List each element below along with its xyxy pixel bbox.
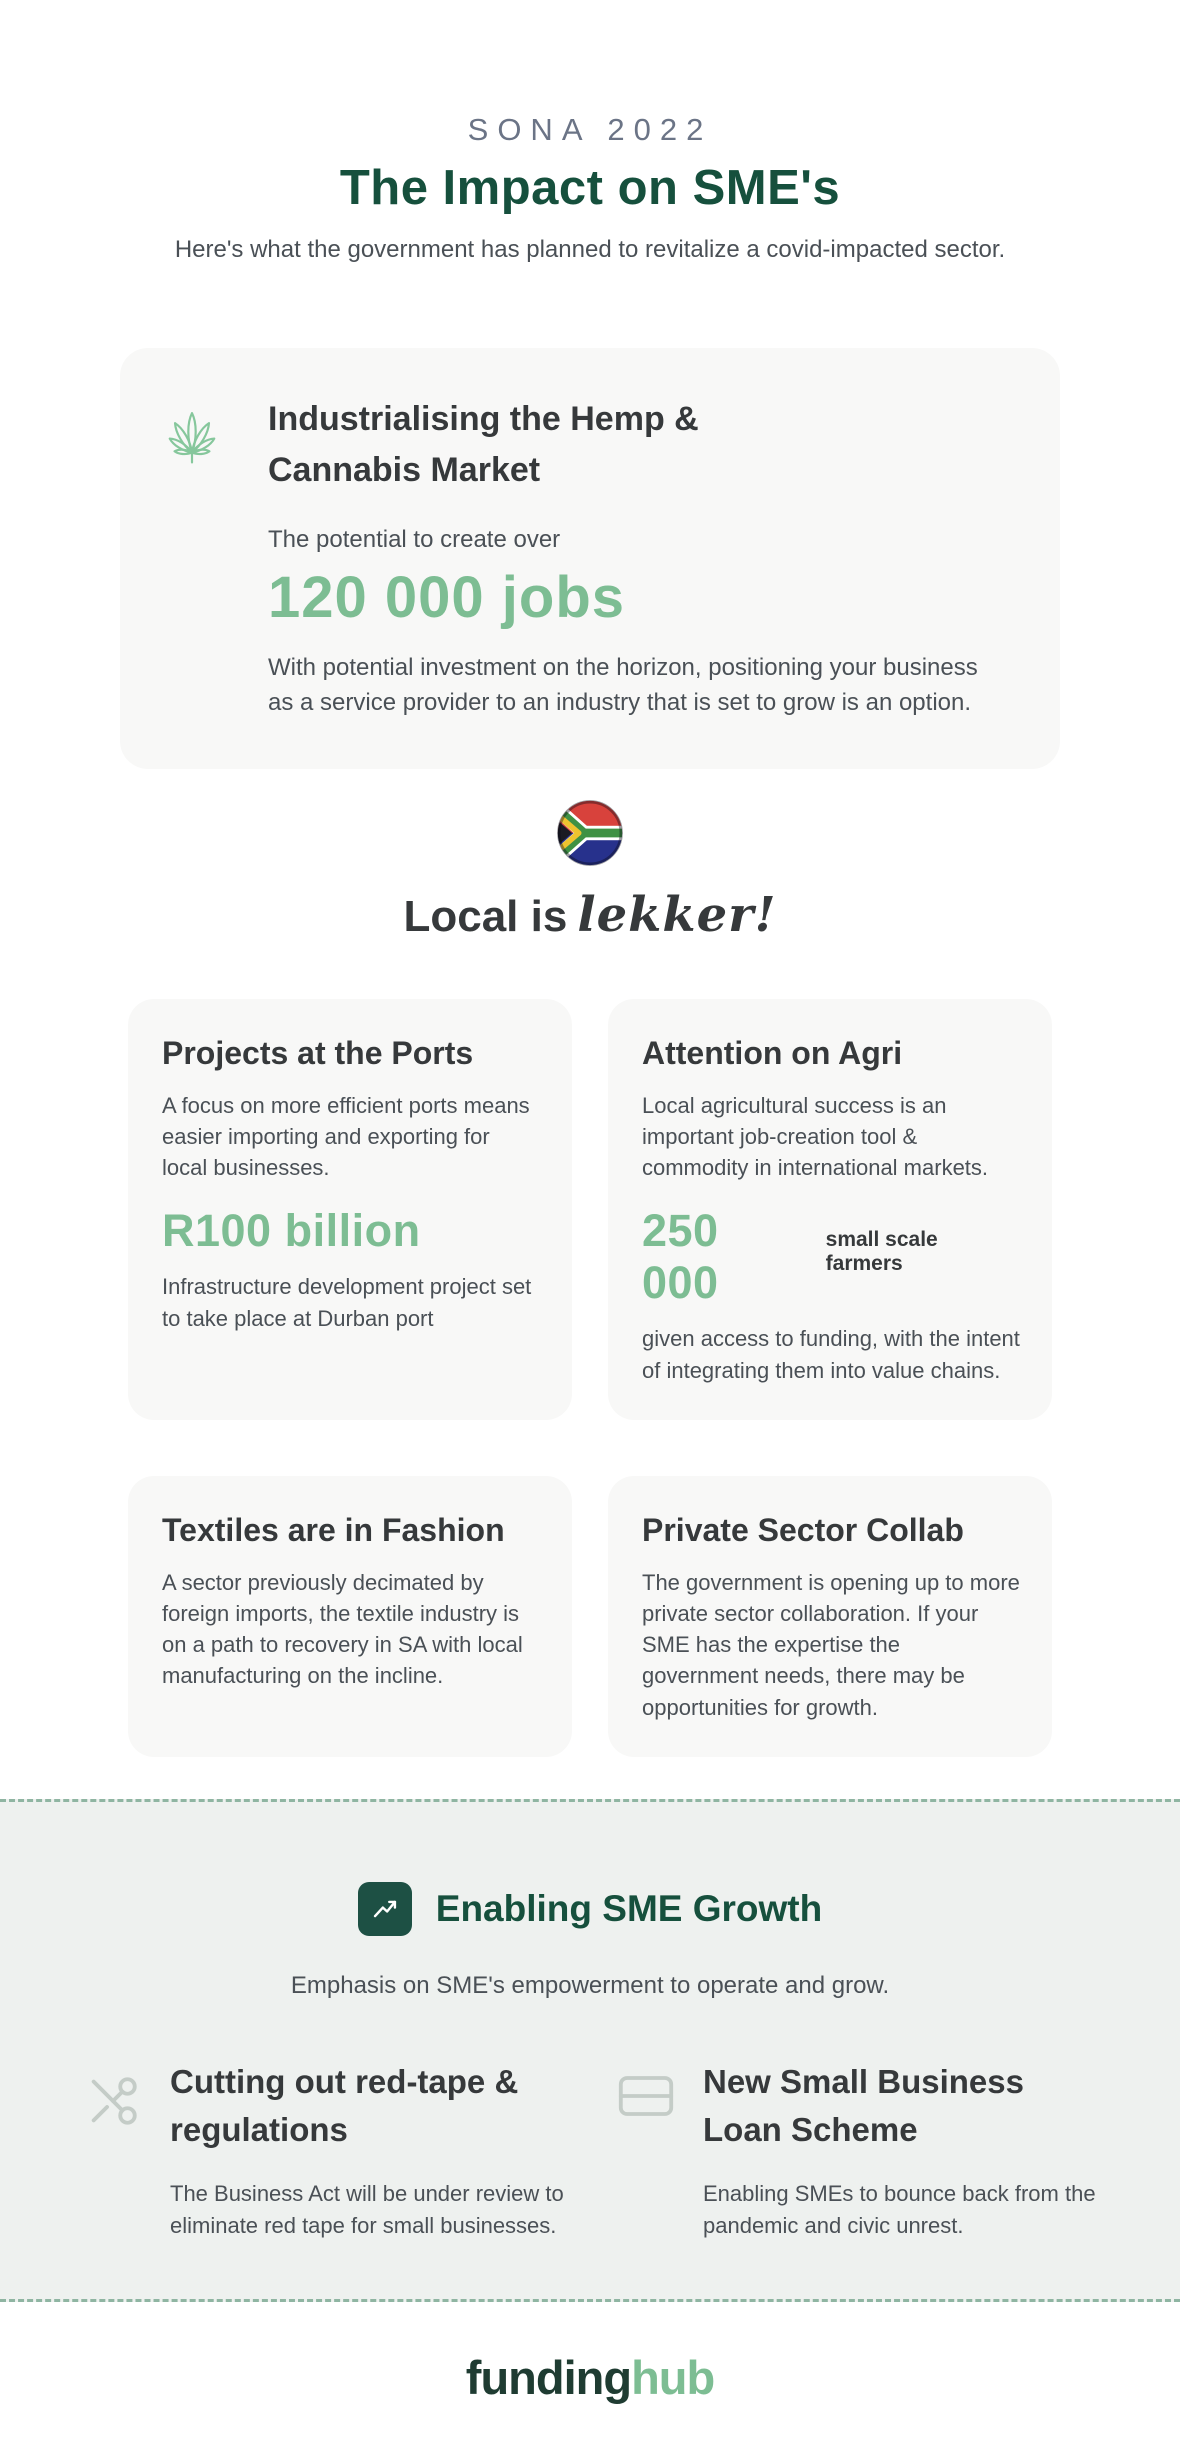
logo-funding: funding <box>465 2350 632 2404</box>
hemp-cannabis-card <box>120 348 1060 769</box>
hemp-card-body: With potential investment on the horizon, positioning your business as a service provider to an industry that is set to grow is an option. <box>268 654 978 716</box>
private-sector-card-body: The government is opening up to more private sector collaboration. If your SME has the expertise the government needs, there may be opportunities for growth. <box>642 1569 1020 1720</box>
private-sector-card-title: Private Sector Collab <box>642 1511 964 1548</box>
cannabis-leaf-icon <box>156 394 228 721</box>
loan-scheme-column <box>617 2058 1120 2241</box>
loan-scheme-content <box>703 2058 1120 2241</box>
ports-card-title: Projects at the Ports <box>162 1034 474 1071</box>
red-tape-body: The Business Act will be under review to eliminate red tape for small businesses. <box>170 2180 564 2238</box>
hemp-card-content <box>268 394 1012 721</box>
red-tape-content <box>170 2058 587 2241</box>
hemp-card-stat: 120 000 jobs <box>268 565 625 630</box>
hemp-card-title: Industrialising the Hemp & Cannabis Market <box>268 400 699 489</box>
growth-header <box>0 1882 1180 1936</box>
footer <box>0 2302 1180 2452</box>
agri-card <box>608 999 1052 1420</box>
loan-scheme-body: Enabling SMEs to bounce back from the pandemic and civic unrest. <box>703 2180 1096 2238</box>
local-heading-script: lekker! <box>577 886 777 943</box>
kicker: SONA 2022 <box>467 112 713 147</box>
page-subtitle: Here's what the government has planned to revitalize a covid-impacted sector. <box>174 236 1006 263</box>
ports-card-stat: R100 billion <box>162 1205 421 1257</box>
loan-scheme-title: New Small Business Loan Scheme <box>703 2062 1024 2148</box>
textiles-card <box>128 1476 572 1757</box>
agri-card-body: Local agricultural success is an important job-creation tool & commodity in international markets. <box>642 1092 989 1181</box>
hemp-card-lead: The potential to create over <box>268 526 561 553</box>
fundinghub-logo <box>466 2350 714 2405</box>
loan-card-icon <box>617 2058 675 2120</box>
local-heading-text: Local is <box>403 891 568 941</box>
ports-card <box>128 999 572 1420</box>
private-sector-card <box>608 1476 1052 1757</box>
growth-subtitle: Emphasis on SME's empowerment to operate and grow. <box>290 1971 890 1999</box>
header <box>0 0 1180 264</box>
agri-card-stat: 250 000 <box>642 1205 719 1309</box>
ports-card-caption: Infrastructure development project set to take place at Durban port <box>162 1274 532 1331</box>
red-tape-title: Cutting out red-tape & regulations <box>170 2062 519 2148</box>
card-grid <box>128 999 1052 1757</box>
logo-hub: hub <box>631 2350 715 2404</box>
growth-section <box>0 1799 1180 2302</box>
growth-title: Enabling SME Growth <box>435 1887 823 1929</box>
agri-card-stat-label: small scale farmers <box>825 1228 938 1276</box>
local-heading <box>0 887 1180 943</box>
red-tape-column <box>84 2058 587 2241</box>
textiles-card-body: A sector previously decimated by foreign imports, the textile industry is on a path to recovery in SA with local manufacturing on the incline. <box>162 1569 523 1689</box>
agri-card-stat-row <box>642 1205 1020 1309</box>
textiles-card-title: Textiles are in Fashion <box>162 1511 505 1548</box>
local-section <box>0 799 1180 943</box>
south-africa-flag-icon <box>0 799 1180 867</box>
agri-card-title: Attention on Agri <box>642 1034 903 1071</box>
agri-card-caption: given access to funding, with the intent of integrating them into value chains. <box>642 1326 1020 1383</box>
ports-card-body: A focus on more efficient ports means easier importing and exporting for local businesses. <box>162 1092 530 1181</box>
growth-columns <box>84 2058 1120 2241</box>
page-title: The Impact on SME's <box>339 161 841 215</box>
scissors-icon <box>84 2058 142 2130</box>
trending-up-icon <box>358 1882 412 1936</box>
